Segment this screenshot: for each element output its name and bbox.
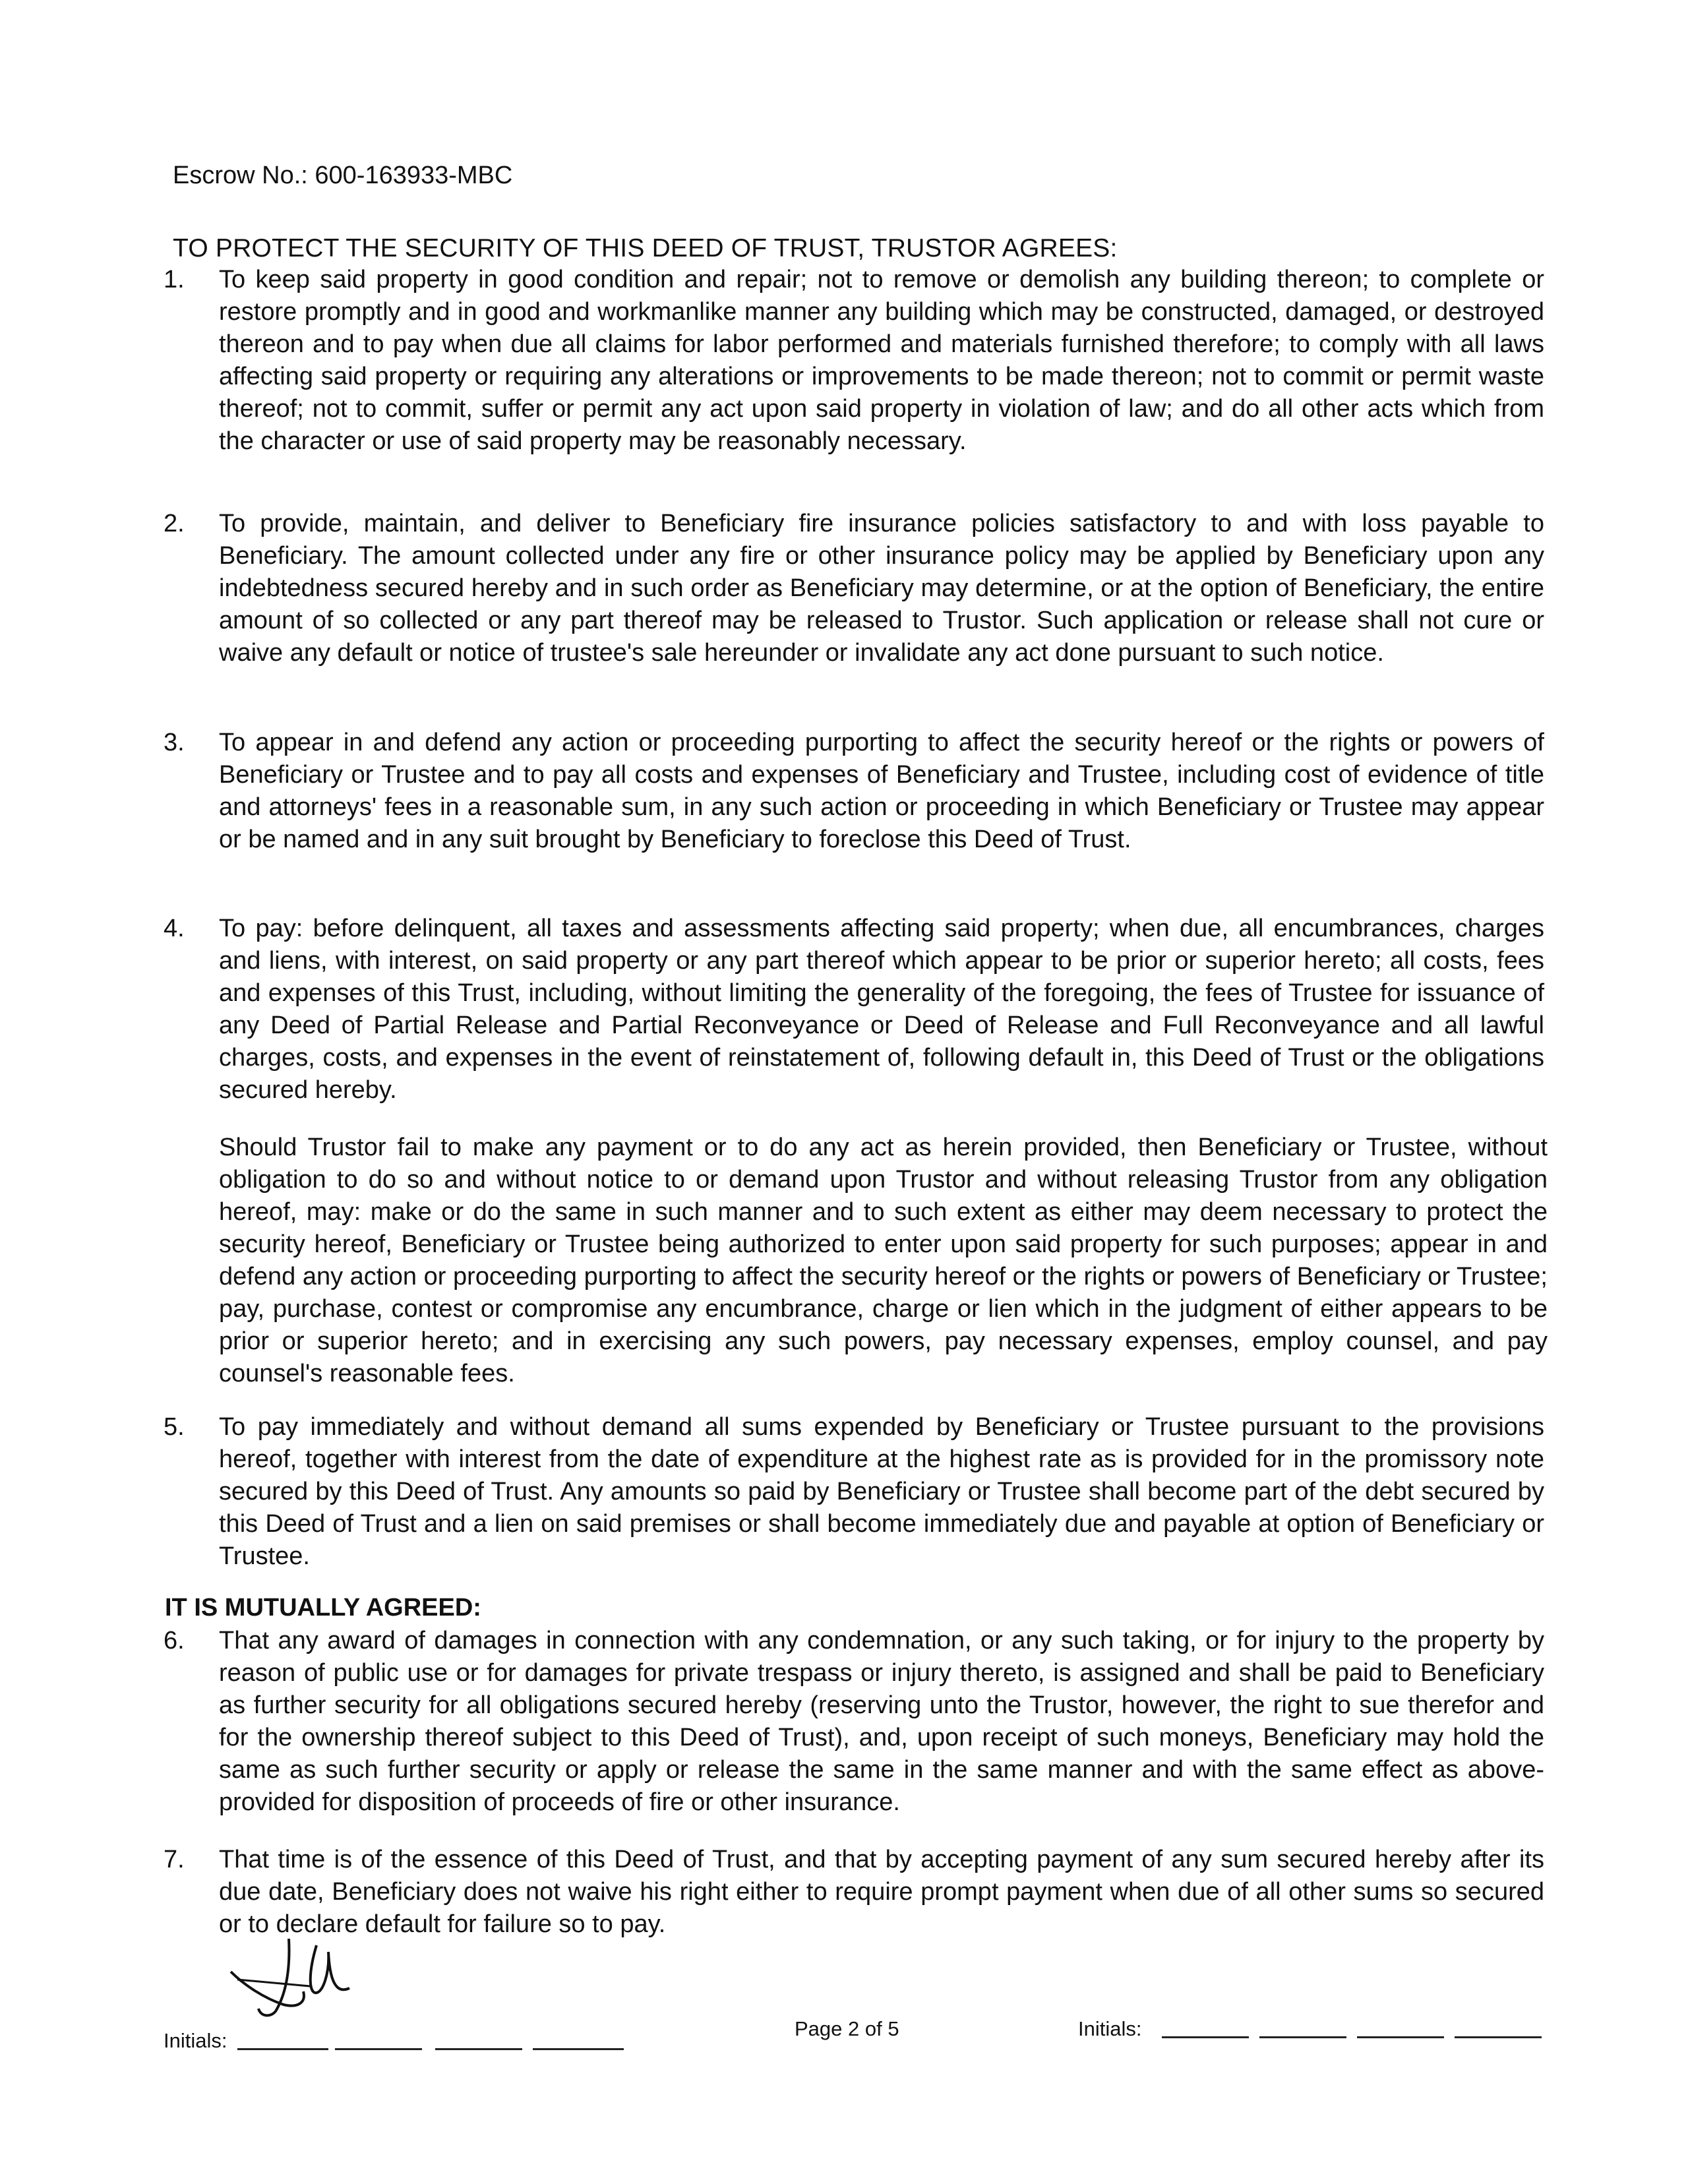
clause-1 [164,264,1548,458]
initials-line[interactable] [533,2048,624,2050]
clause-text: To pay immediately and without demand all sums expended by Beneficiary or Trustee pursuant to the provisions hereof, together with interest from the date of expenditure at the highest rate as is provided for in the promissory note secured by this Deed of Trust. Any amounts so paid by Beneficiary or Trustee shall become part of the debt secured by this Deed of Trust and a lien on said premises or shall become immediately due and payable at option of Beneficiary or Trustee. [219,1413,1544,1570]
initials-line[interactable] [1455,2036,1542,2038]
clause-2 [164,508,1548,669]
clause-number: 6. [164,1627,185,1654]
initials-line[interactable] [237,2048,328,2050]
initials-line[interactable] [335,2048,422,2050]
clause-text: To keep said property in good condition and repair; not to remove or demolish any building thereon; to complete or restore promptly and in good and workmanlike manner any building which may be constructed, damaged, or destroyed thereon and to pay when due all claims for labor performed and materials furnished therefore; to comply with all laws affecting said property or requiring any alterations or improvements to be made thereon; not to commit or permit waste thereof; not to commit, suffer or permit any act upon said property in violation of law; and do all other acts which from the character or use of said property may be reasonably necessary. [219,266,1544,455]
clause-number: 4. [164,915,185,942]
clause-3 [164,727,1548,856]
clause-number: 3. [164,729,185,756]
clause-text: To pay: before delinquent, all taxes and assessments affecting said property; when due, all encumbrances, charges and liens, with interest, on said property or any part thereof which appear to be prior or superior hereto; all costs, fees and expenses of this Trust, including, without limiting the generality of the foregoing, the fees of Trustee for issuance of any Deed of Partial Release and Partial Reconveyance or Deed of Release and Full Reconveyance and all lawful charges, costs, and expenses in the event of reinstatement of, following default in, this Deed of Trust or the obligations secured hereby. [219,915,1544,1104]
clause-text: That any award of damages in connection with any condemnation, or any such taking, or for injury to the property by reason of public use or for damages for private trespass or injury thereto, is assigned and shall be paid to Beneficiary as further security for all obligations secured hereby (reserving unto the Trustor, however, the right to sue therefor and for the ownership thereof subject to this Deed of Trust), and, upon receipt of such moneys, Beneficiary may hold the same as such further security or apply or release the same in the same manner and with the same effect as above-provided for disposition of proceeds of fire or other insurance. [219,1627,1544,1816]
initials-label-left: Initials: [164,2029,227,2052]
clause-number: 1. [164,266,185,293]
clause-number: 5. [164,1413,185,1441]
clause-text: To provide, maintain, and deliver to Beneficiary fire insurance policies satisfactory to and with loss payable to Beneficiary. The amount collected under any fire or other insurance policy may be applied by Beneficiary upon any indebtedness secured hereby and in such order as Beneficiary may determine, or at the option of Beneficiary, the entire amount of so collected or any part thereof may be released to Trustor. Such application or release shall not cure or waive any default or notice of trustee's sale hereunder or invalidate any act done pursuant to such notice. [219,510,1544,667]
initials-line[interactable] [1259,2036,1346,2038]
initials-line[interactable] [435,2048,522,2050]
page-number: Page 2 of 5 [795,2017,899,2040]
clause-number: 2. [164,510,185,537]
initials-line[interactable] [1162,2036,1249,2038]
clause-4-continuation: Should Trustor fail to make any payment or to do any act as herein provided, then Beneficiary or Trustee, without obligation to do so and without notice to or demand upon Trustor and without releasing Trustor from any obligation hereof, may: make or do the same in such manner and to such extent as either may deem necessary to protect the security hereof, Beneficiary or Trustee being authorized to enter upon said property for such purposes; appear in and defend any action or proceeding purporting to affect the security hereof or the rights or powers of Beneficiary or Trustee; pay, purchase, contest or compromise any encumbrance, charge or lien which in the judgment of either appears to be prior or superior hereto; and in exercising any such powers, pay necessary expenses, employ counsel, and pay counsel's reasonable fees. [219,1134,1548,1387]
clause-text: To appear in and defend any action or proceeding purporting to affect the security hereof or the rights or powers of Beneficiary or Trustee and to pay all costs and expenses of Beneficiary and Trustee, including cost of evidence of title and attorneys' fees in a reasonable sum, in any such action or proceeding in which Beneficiary or Trustee may appear or be named and in any suit brought by Beneficiary to foreclose this Deed of Trust. [219,729,1544,853]
escrow-number: Escrow No.: 600-163933-MBC [173,162,513,189]
section-heading-mutually-agreed: IT IS MUTUALLY AGREED: [165,1594,481,1622]
section-heading-trustor-agrees: TO PROTECT THE SECURITY OF THIS DEED OF TRUST, TRUSTOR AGREES: [173,234,1118,262]
clause-number: 7. [164,1846,185,1873]
clause-5 [164,1411,1548,1573]
initials-label-right: Initials: [1078,2017,1142,2040]
page-footer [0,2002,1688,2081]
clause-text: That time is of the essence of this Deed of Trust, and that by accepting payment of any sum secured hereby after its due date, Beneficiary does not waive his right either to require prompt payment when due of all other sums so secured or to declare default for failure so to pay. [219,1846,1544,1938]
clause-4 [164,913,1548,1107]
initials-line[interactable] [1357,2036,1444,2038]
clause-6 [164,1625,1548,1819]
